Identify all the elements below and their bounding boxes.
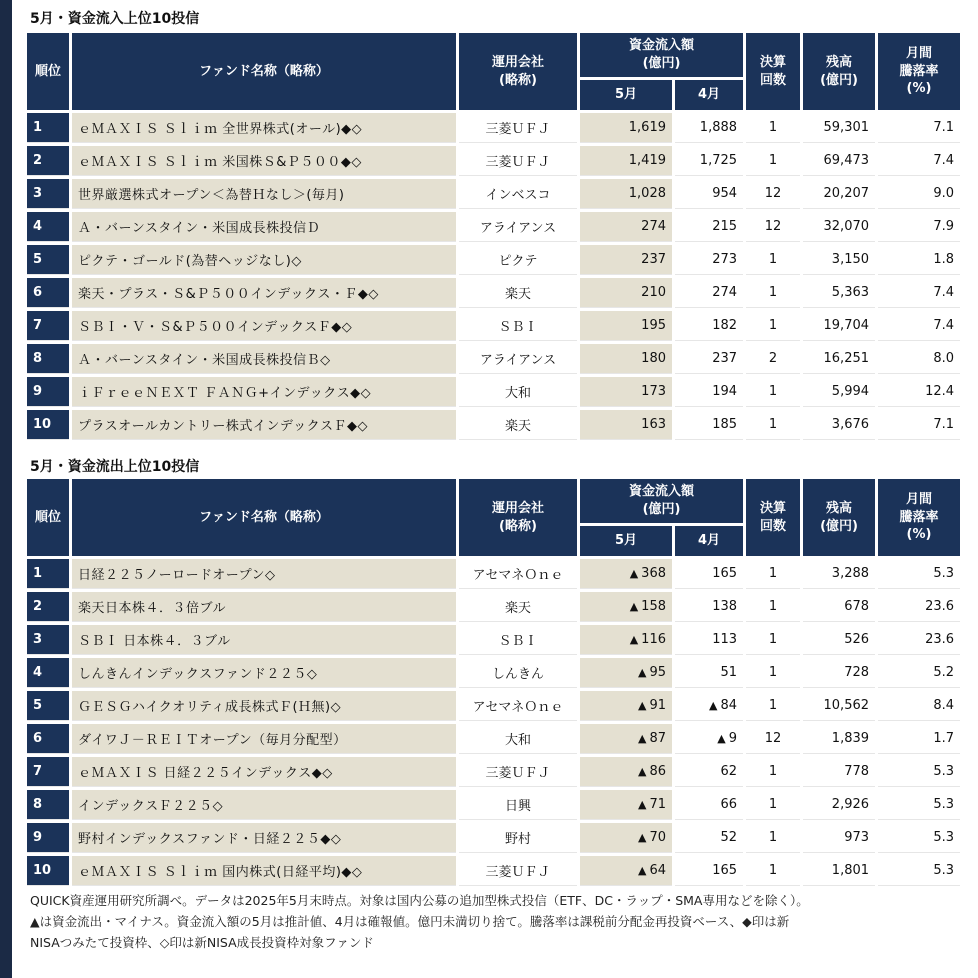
rank-cell: 2	[27, 592, 69, 622]
value-text: 70	[649, 830, 666, 845]
may-value-cell	[580, 592, 672, 622]
value-text: 95	[649, 665, 666, 680]
balance-cell: 526	[803, 625, 875, 655]
table-row	[27, 823, 960, 853]
header-may: 5月	[580, 80, 672, 110]
may-value-cell: 1,619	[580, 113, 672, 143]
monthly-change-cell: 23.6	[878, 625, 960, 655]
outflow-triangle-icon: ▲	[637, 798, 647, 811]
april-value-cell: 274	[675, 278, 743, 308]
settlements-cell: 12	[746, 179, 800, 209]
settlements-cell: 1	[746, 559, 800, 589]
monthly-change-cell: 7.1	[878, 410, 960, 440]
fund-name-cell: ｅＭＡＸＩＳ Ｓｌｉｍ 米国株Ｓ&Ｐ５００◆◇	[72, 146, 456, 176]
fund-name-cell: 楽天日本株４．３倍ブル	[72, 592, 456, 622]
settlements-cell: 12	[746, 212, 800, 242]
value-text: 91	[649, 698, 666, 713]
rank-cell: 2	[27, 146, 69, 176]
settlements-cell: 1	[746, 691, 800, 721]
settlements-cell: 1	[746, 592, 800, 622]
may-value-cell: 1,419	[580, 146, 672, 176]
april-value-cell: 954	[675, 179, 743, 209]
rank-cell: 3	[27, 625, 69, 655]
footnote-line: NISAつみたて投資枠、◇印は新NISA成長投資枠対象ファンド	[30, 935, 374, 950]
april-value-cell: 215	[675, 212, 743, 242]
outflow-table-body	[27, 559, 960, 886]
inflow-table	[24, 30, 963, 443]
monthly-change-cell: 7.4	[878, 146, 960, 176]
may-value-cell: 237	[580, 245, 672, 275]
company-cell: 三菱ＵＦＪ	[459, 856, 577, 886]
outflow-triangle-icon: ▲	[637, 732, 647, 745]
table-row	[27, 344, 960, 374]
monthly-change-cell: 8.4	[878, 691, 960, 721]
april-value-cell: 185	[675, 410, 743, 440]
outflow-triangle-icon: ▲	[717, 732, 726, 745]
april-value-cell: 66	[675, 790, 743, 820]
header-rank: 順位	[27, 479, 69, 556]
footnote	[30, 890, 960, 953]
rank-cell: 8	[27, 344, 69, 374]
table-row	[27, 278, 960, 308]
value-text: 116	[641, 632, 666, 647]
header-monthly-change: 月間 騰落率 (%)	[878, 33, 960, 110]
rank-cell: 4	[27, 212, 69, 242]
fund-name-cell: ピクテ・ゴールド(為替ヘッジなし)◇	[72, 245, 456, 275]
balance-cell: 778	[803, 757, 875, 787]
settlements-cell: 1	[746, 146, 800, 176]
value-text: 84	[720, 698, 738, 713]
header-fund-name: ファンド名称（略称）	[72, 479, 456, 556]
company-cell: アライアンス	[459, 344, 577, 374]
fund-name-cell: 世界厳選株式オープン＜為替Ｈなし＞(毎月)	[72, 179, 456, 209]
monthly-change-cell: 5.3	[878, 823, 960, 853]
april-value-cell: 237	[675, 344, 743, 374]
table-row	[27, 790, 960, 820]
fund-name-cell: 日経２２５ノーロードオープン◇	[72, 559, 456, 589]
fund-name-cell: 楽天・プラス・Ｓ&Ｐ５００インデックス・Ｆ◆◇	[72, 278, 456, 308]
outflow-triangle-icon: ▲	[629, 567, 639, 580]
may-value-cell	[580, 790, 672, 820]
settlements-cell: 1	[746, 278, 800, 308]
value-text: 368	[641, 566, 666, 581]
company-cell: ＳＢＩ	[459, 311, 577, 341]
may-value-cell: 180	[580, 344, 672, 374]
monthly-change-cell: 5.3	[878, 856, 960, 886]
balance-cell: 16,251	[803, 344, 875, 374]
company-cell: アセマネＯｎｅ	[459, 691, 577, 721]
rank-cell: 10	[27, 856, 69, 886]
rank-cell: 6	[27, 724, 69, 754]
monthly-change-cell: 12.4	[878, 377, 960, 407]
balance-cell: 1,801	[803, 856, 875, 886]
monthly-change-cell: 7.9	[878, 212, 960, 242]
value-text: 87	[649, 731, 666, 746]
company-cell: 三菱ＵＦＪ	[459, 146, 577, 176]
april-value-cell: 1,725	[675, 146, 743, 176]
header-monthly-change: 月間 騰落率 (%)	[878, 479, 960, 556]
company-cell: 三菱ＵＦＪ	[459, 757, 577, 787]
rank-cell: 3	[27, 179, 69, 209]
settlements-cell: 1	[746, 113, 800, 143]
company-cell: 楽天	[459, 410, 577, 440]
header-inflow-amount: 資金流入額 (億円)	[580, 33, 743, 77]
settlements-cell: 1	[746, 410, 800, 440]
value-text: 9	[728, 731, 738, 746]
outflow-triangle-icon: ▲	[637, 765, 647, 778]
outflow-triangle-icon: ▲	[629, 633, 639, 646]
april-value-cell	[675, 691, 743, 721]
company-cell: しんきん	[459, 658, 577, 688]
rank-cell: 6	[27, 278, 69, 308]
company-cell: 大和	[459, 724, 577, 754]
may-value-cell: 1,028	[580, 179, 672, 209]
monthly-change-cell: 9.0	[878, 179, 960, 209]
april-value-cell: 113	[675, 625, 743, 655]
inflow-table-body	[27, 113, 960, 440]
table-row	[27, 311, 960, 341]
april-value-cell: 165	[675, 856, 743, 886]
april-value-cell: 273	[675, 245, 743, 275]
settlements-cell: 12	[746, 724, 800, 754]
fund-name-cell: Ａ・バーンスタイン・米国成長株投信Ｂ◇	[72, 344, 456, 374]
balance-cell: 2,926	[803, 790, 875, 820]
balance-cell: 20,207	[803, 179, 875, 209]
table-row	[27, 146, 960, 176]
fund-name-cell: しんきんインデックスファンド２２５◇	[72, 658, 456, 688]
company-cell: 三菱ＵＦＪ	[459, 113, 577, 143]
april-value-cell: 194	[675, 377, 743, 407]
balance-cell: 3,288	[803, 559, 875, 589]
fund-name-cell: ｉＦｒｅｅＮＥＸＴ ＦＡＮＧ+インデックス◆◇	[72, 377, 456, 407]
footnote-line: QUICK資産運用研究所調べ。データは2025年5月末時点。対象は国内公募の追加型株式投信（ETF、DC・ラップ・SMA専用などを除く）。	[30, 893, 809, 908]
table-row	[27, 559, 960, 589]
header-company: 運用会社 (略称)	[459, 479, 577, 556]
balance-cell: 19,704	[803, 311, 875, 341]
balance-cell: 678	[803, 592, 875, 622]
may-value-cell	[580, 724, 672, 754]
company-cell: アセマネＯｎｅ	[459, 559, 577, 589]
may-value-cell: 173	[580, 377, 672, 407]
value-text: 71	[649, 797, 666, 812]
rank-cell: 1	[27, 559, 69, 589]
may-value-cell: 195	[580, 311, 672, 341]
fund-name-cell: ｅＭＡＸＩＳ Ｓｌｉｍ 全世界株式(オール)◆◇	[72, 113, 456, 143]
value-text: 64	[649, 863, 666, 878]
settlements-cell: 1	[746, 790, 800, 820]
monthly-change-cell: 23.6	[878, 592, 960, 622]
april-value-cell: 1,888	[675, 113, 743, 143]
company-cell: 楽天	[459, 278, 577, 308]
balance-cell: 32,070	[803, 212, 875, 242]
table-row	[27, 377, 960, 407]
header-april: 4月	[675, 526, 743, 556]
april-value-cell: 182	[675, 311, 743, 341]
outflow-table	[24, 476, 963, 889]
inflow-section-title: 5月・資金流入上位10投信	[30, 11, 200, 27]
settlements-cell: 1	[746, 757, 800, 787]
header-settlements: 決算 回数	[746, 479, 800, 556]
rank-cell: 5	[27, 245, 69, 275]
header-balance: 残高 (億円)	[803, 33, 875, 110]
settlements-cell: 1	[746, 823, 800, 853]
outflow-triangle-icon: ▲	[637, 666, 647, 679]
footnote-line: ▲は資金流出・マイナス。資金流入額の5月は推計値、4月は確報値。億円未満切り捨て。騰落率は課税前分配金再投資ベース、◆印は新	[30, 914, 790, 929]
may-value-cell	[580, 856, 672, 886]
rank-cell: 9	[27, 823, 69, 853]
header-rank: 順位	[27, 33, 69, 110]
outflow-triangle-icon: ▲	[637, 699, 647, 712]
may-value-cell	[580, 823, 672, 853]
fund-name-cell: Ａ・バーンスタイン・米国成長株投信Ｄ	[72, 212, 456, 242]
company-cell: アライアンス	[459, 212, 577, 242]
header-settlements: 決算 回数	[746, 33, 800, 110]
may-value-cell: 163	[580, 410, 672, 440]
settlements-cell: 2	[746, 344, 800, 374]
may-value-cell	[580, 625, 672, 655]
balance-cell: 3,676	[803, 410, 875, 440]
company-cell: 日興	[459, 790, 577, 820]
table-row	[27, 245, 960, 275]
company-cell: ピクテ	[459, 245, 577, 275]
company-cell: 楽天	[459, 592, 577, 622]
balance-cell: 3,150	[803, 245, 875, 275]
rank-cell: 7	[27, 311, 69, 341]
fund-name-cell: インデックスＦ２２５◇	[72, 790, 456, 820]
company-cell: 大和	[459, 377, 577, 407]
april-value-cell: 52	[675, 823, 743, 853]
settlements-cell: 1	[746, 658, 800, 688]
may-value-cell	[580, 757, 672, 787]
table-row	[27, 625, 960, 655]
balance-cell: 5,994	[803, 377, 875, 407]
rank-cell: 8	[27, 790, 69, 820]
fund-name-cell: ｅＭＡＸＩＳ 日経２２５インデックス◆◇	[72, 757, 456, 787]
may-value-cell	[580, 658, 672, 688]
left-edge-bar	[0, 0, 12, 978]
fund-name-cell: 野村インデックスファンド・日経２２５◆◇	[72, 823, 456, 853]
header-april: 4月	[675, 80, 743, 110]
table-row	[27, 658, 960, 688]
table-row	[27, 592, 960, 622]
company-cell: ＳＢＩ	[459, 625, 577, 655]
monthly-change-cell: 5.3	[878, 559, 960, 589]
header-may: 5月	[580, 526, 672, 556]
outflow-triangle-icon: ▲	[629, 600, 639, 613]
april-value-cell: 62	[675, 757, 743, 787]
rank-cell: 9	[27, 377, 69, 407]
table-row	[27, 113, 960, 143]
settlements-cell: 1	[746, 311, 800, 341]
may-value-cell: 274	[580, 212, 672, 242]
settlements-cell: 1	[746, 625, 800, 655]
company-cell: インベスコ	[459, 179, 577, 209]
header-balance: 残高 (億円)	[803, 479, 875, 556]
monthly-change-cell: 1.7	[878, 724, 960, 754]
table-row	[27, 856, 960, 886]
table-row	[27, 212, 960, 242]
monthly-change-cell: 7.1	[878, 113, 960, 143]
header-inflow-amount: 資金流入額 (億円)	[580, 479, 743, 523]
company-cell: 野村	[459, 823, 577, 853]
settlements-cell: 1	[746, 245, 800, 275]
outflow-triangle-icon: ▲	[637, 864, 647, 877]
settlements-cell: 1	[746, 377, 800, 407]
outflow-triangle-icon: ▲	[709, 699, 718, 712]
rank-cell: 4	[27, 658, 69, 688]
fund-name-cell: ｅＭＡＸＩＳ Ｓｌｉｍ 国内株式(日経平均)◆◇	[72, 856, 456, 886]
balance-cell: 1,839	[803, 724, 875, 754]
balance-cell: 69,473	[803, 146, 875, 176]
value-text: 158	[641, 599, 666, 614]
rank-cell: 7	[27, 757, 69, 787]
may-value-cell	[580, 691, 672, 721]
monthly-change-cell: 5.3	[878, 757, 960, 787]
settlements-cell: 1	[746, 856, 800, 886]
value-text: 86	[649, 764, 666, 779]
monthly-change-cell: 5.2	[878, 658, 960, 688]
rank-cell: 1	[27, 113, 69, 143]
table-row	[27, 179, 960, 209]
header-company: 運用会社 (略称)	[459, 33, 577, 110]
may-value-cell: 210	[580, 278, 672, 308]
fund-name-cell: プラスオールカントリー株式インデックスＦ◆◇	[72, 410, 456, 440]
monthly-change-cell: 7.4	[878, 311, 960, 341]
april-value-cell: 51	[675, 658, 743, 688]
balance-cell: 5,363	[803, 278, 875, 308]
fund-name-cell: ＳＢＩ 日本株４．３ブル	[72, 625, 456, 655]
fund-name-cell: ダイワＪ－ＲＥＩＴオープン（毎月分配型）	[72, 724, 456, 754]
outflow-section-title: 5月・資金流出上位10投信	[30, 459, 200, 475]
table-row	[27, 757, 960, 787]
monthly-change-cell: 5.3	[878, 790, 960, 820]
table-row	[27, 691, 960, 721]
table-row	[27, 724, 960, 754]
fund-name-cell: ＧＥＳＧハイクオリティ成長株式Ｆ(Ｈ無)◇	[72, 691, 456, 721]
may-value-cell	[580, 559, 672, 589]
rank-cell: 10	[27, 410, 69, 440]
balance-cell: 728	[803, 658, 875, 688]
balance-cell: 59,301	[803, 113, 875, 143]
april-value-cell: 138	[675, 592, 743, 622]
fund-name-cell: ＳＢＩ・Ｖ・Ｓ&Ｐ５００インデックスＦ◆◇	[72, 311, 456, 341]
outflow-triangle-icon: ▲	[637, 831, 647, 844]
table-row	[27, 410, 960, 440]
april-value-cell	[675, 724, 743, 754]
april-value-cell: 165	[675, 559, 743, 589]
monthly-change-cell: 1.8	[878, 245, 960, 275]
header-fund-name: ファンド名称（略称）	[72, 33, 456, 110]
rank-cell: 5	[27, 691, 69, 721]
monthly-change-cell: 7.4	[878, 278, 960, 308]
monthly-change-cell: 8.0	[878, 344, 960, 374]
balance-cell: 973	[803, 823, 875, 853]
balance-cell: 10,562	[803, 691, 875, 721]
